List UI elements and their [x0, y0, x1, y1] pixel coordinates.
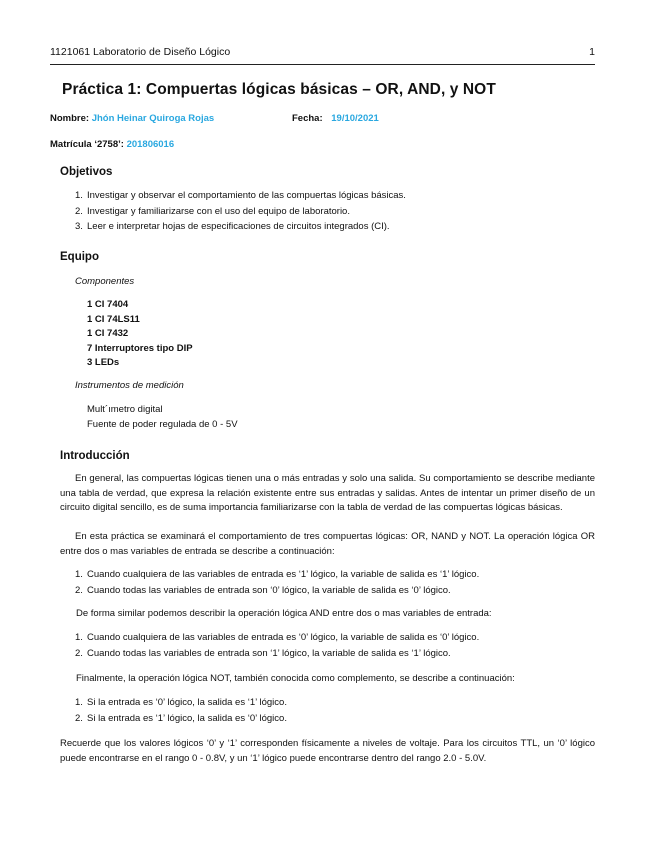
matricula-line: [50, 139, 174, 150]
list-item: 1. Si la entrada es ‘0’ lógico, la salida es ‘1’ lógico.: [75, 697, 287, 708]
list-item: 7 Interruptores tipo DIP: [87, 342, 193, 354]
componentes-label: Componentes: [75, 276, 135, 287]
course-label: 1121061 Laboratorio de Diseño Lógico: [50, 46, 231, 58]
list-item: 1. Investigar y observar el comportamiento de las compuertas lógicas básicas.: [75, 190, 406, 201]
page-number: 1: [589, 46, 595, 58]
list-item: 2. Cuando todas las variables de entrada son ‘1’ lógico, la variable de salida es ‘1’ lógico.: [75, 647, 451, 659]
nombre-label: Nombre:: [50, 113, 90, 124]
introduccion-heading: Introducción: [60, 450, 130, 462]
list-item: 2. Investigar y familiarizarse con el uso del equipo de laboratorio.: [75, 205, 350, 217]
nombre-value: Jhón Heinar Quiroga Rojas: [91, 113, 215, 124]
running-header: [50, 46, 595, 65]
or-list: [75, 569, 479, 600]
list-item: Mult´ımetro digital: [87, 404, 163, 415]
equipo-heading: Equipo: [60, 251, 99, 263]
list-item: 3. Leer e interpretar hojas de especificaciones de circuitos integrados (CI).: [75, 221, 390, 232]
instrumentos-label: Instrumentos de medición: [75, 380, 184, 391]
list-item: Fuente de poder regulada de 0 - 5V: [87, 418, 238, 430]
list-item: 2. Si la entrada es ‘1’ lógico, la salida es ‘0’ lógico.: [75, 712, 287, 724]
objetivos-heading: Objetivos: [60, 166, 113, 178]
list-item: 1. Cuando cualquiera de las variables de entrada es ‘1’ lógico, la variable de salida es ‘1’ lógico.: [75, 569, 480, 580]
page-title: Práctica 1: Compuertas lógicas básicas – OR, AND, y NOT: [62, 81, 496, 98]
intro-paragraph-3: De forma similar podemos describir la operación lógica AND entre dos o mas variables de entrada:: [76, 608, 492, 619]
list-item: 1 CI 7404: [87, 299, 129, 310]
fecha-label: Fecha:: [292, 113, 323, 124]
intro-paragraph-4: Finalmente, la operación lógica NOT, también conocida como complemento, se describe a continuación:: [76, 673, 515, 684]
intro-paragraph-5: Recuerde que los valores lógicos ‘0’ y ‘1’ corresponden físicamente a niveles de voltaje. Para los circuitos TTL, un ‘0’ lógico puede encontrarse en el rango 0 - 0.8V, y un ‘1’ lógico puede encontrarse dentro del rango 2.0 - 5.0V.: [60, 738, 595, 764]
not-list: [75, 697, 287, 728]
intro-paragraph-1: En general, las compuertas lógicas tienen una o más entradas y solo una salida. Su comportamiento se describe mediante una tabla de verdad, que expresa la relación existente entre sus entradas y salidas. Antes de intentar un primer diseño de un circuito digital sencillo, es de suma importancia familiarizarse con la tabla de verdad de las compuertas lógicas básicas.: [60, 473, 595, 513]
list-item: 1. Cuando cualquiera de las variables de entrada es ‘0’ lógico, la variable de salida es ‘0’ lógico.: [75, 632, 480, 643]
fecha-line: [292, 113, 379, 124]
and-list: [75, 632, 479, 663]
list-item: 3 LEDs: [87, 357, 120, 368]
intro-paragraph-2: En esta práctica se examinará el comportamiento de tres compuertas lógicas: OR, NAND y NOT. La operación lógica OR entre dos o mas variables de entrada se describe a continuación:: [60, 531, 595, 557]
fecha-value: 19/10/2021: [331, 113, 379, 124]
list-item: 1 CI 74LS11: [87, 313, 140, 325]
objetivos-list: [75, 190, 406, 237]
componentes-list: [87, 299, 193, 372]
nombre-line: [50, 113, 214, 124]
list-item: 2. Cuando todas las variables de entrada son ‘0’ lógico, la variable de salida es ‘0’ lógico.: [75, 584, 451, 596]
matricula-value: 201806016: [126, 139, 175, 150]
list-item: 1 CI 7432: [87, 328, 129, 339]
matricula-label: Matrícula ‘2758’:: [50, 139, 124, 150]
instrumentos-list: [87, 404, 238, 433]
